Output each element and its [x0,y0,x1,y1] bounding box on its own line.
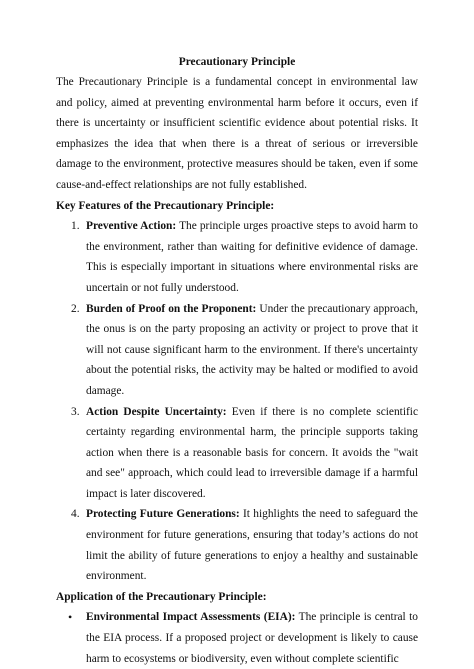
application-item [68,607,418,669]
feature-text: Even if there is no complete scientific certainty regarding environmental harm, the principle supports taking action when there is a reasonable basis for concern. It avoids the "wait and see" approach, which could lead to irreversible damage if a harmful impact is later discovered. [86,405,419,500]
features-heading: Key Features of the Precautionary Principle: [56,199,275,212]
feature-term: Preventive Action: [86,220,177,233]
feature-text: It highlights the need to safeguard the environment for future generations, ensuring that today’s actions do not limit the ability of future generations to enjoy a healthy and sustainable environment. [86,508,418,583]
document-page [56,52,418,669]
application-term: Environmental Impact Assessments (EIA): [86,611,296,624]
feature-text: Under the precautionary approach, the onus is on the party proposing an activity or project to prove that it will not cause significant harm to the environment. If there's uncertainty about the potential risks, the activity may be halted or modified to avoid damage. [86,302,418,397]
intro-paragraph: The Precautionary Principle is a fundamental concept in environmental law and policy, aimed at preventing environmental harm before it occurs, even if there is uncertainty or insufficient scientific evidence about potential risks. It emphasizes the idea that when there is a threat of serious or irreversible damage to the environment, protective measures should be taken, even if some cause-and-effect relationships are not fully established. [56,76,418,191]
applications-heading: Application of the Precautionary Principle: [56,590,267,603]
feature-term: Protecting Future Generations: [86,508,240,521]
feature-text: The principle urges proactive steps to avoid harm to the environment, rather than waiting for definitive evidence of damage. This is especially important in situations where environmental risks are uncertain or not fully understood. [86,220,418,294]
feature-number: 1. [71,220,80,233]
bullet-icon: • [68,610,73,625]
feature-term: Action Despite Uncertainty: [86,405,227,418]
feature-number: 3. [71,405,80,418]
feature-item [71,299,418,402]
feature-item [71,402,419,505]
feature-item [71,504,418,586]
features-list [56,216,418,587]
document-title: Precautionary Principle [178,56,296,68]
applications-list [56,607,418,669]
feature-item [71,216,418,298]
feature-number: 4. [71,508,80,521]
application-text: The principle is central to the EIA process. If a proposed project or development is likely to cause harm to ecosystems or biodiversity, even without complete scientific [86,611,418,665]
feature-number: 2. [71,302,80,315]
feature-term: Burden of Proof on the Proponent: [86,302,257,315]
